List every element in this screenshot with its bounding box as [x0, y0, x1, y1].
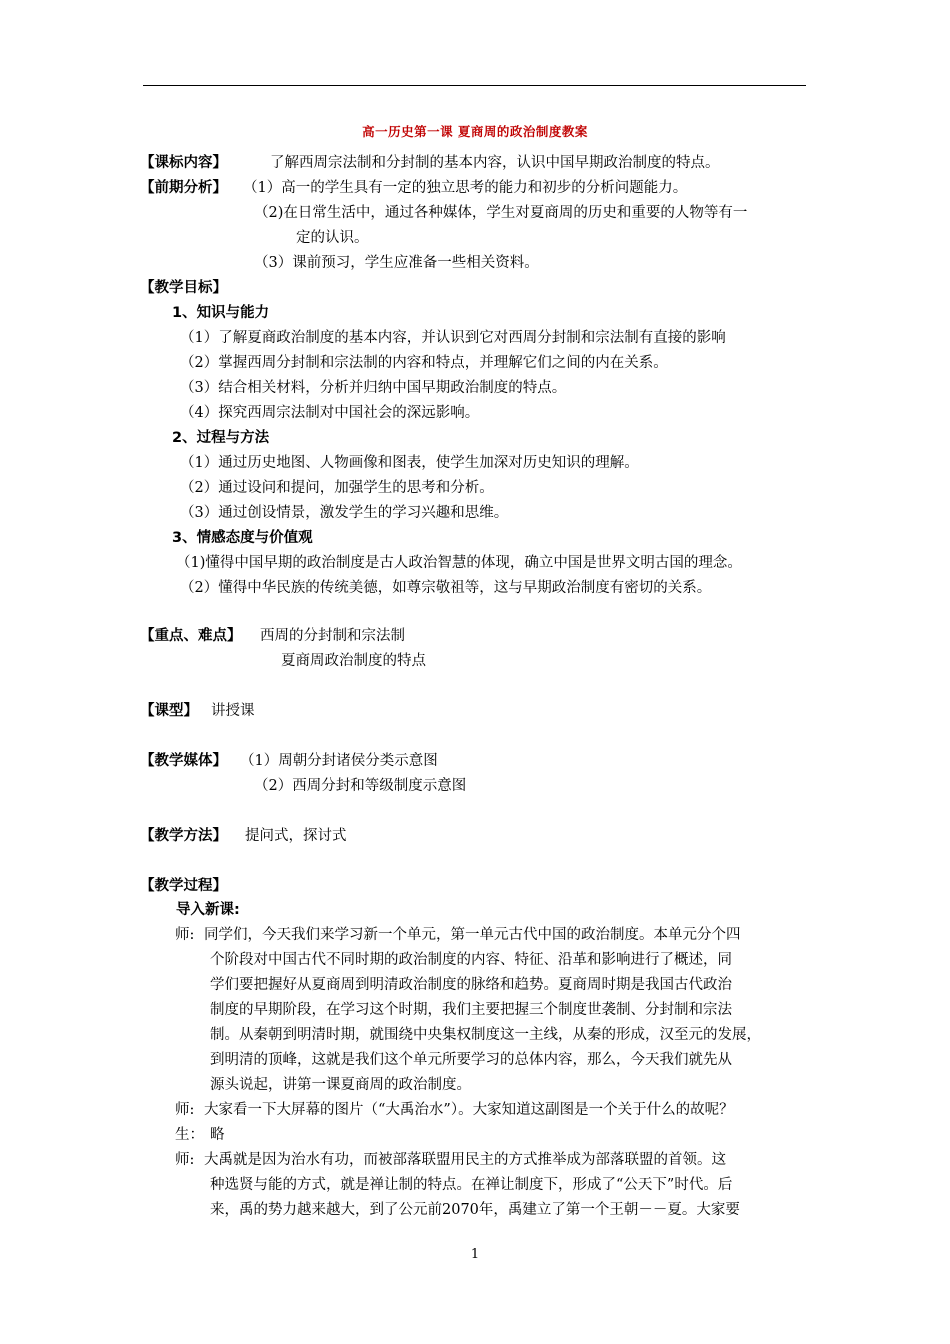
analysis-item: （2)在日常生活中，通过各种媒体，学生对夏商周的历史和重要的人物等有一 [254, 205, 748, 221]
page-number: 1 [470, 1247, 480, 1262]
dialogue-line: 大禹就是因为治水有功，而被部落联盟用民主的方式推举成为部落联盟的首领。这 [204, 1152, 726, 1168]
dialogue-line: 源头说起，讲第一课夏商周的政治制度。 [210, 1077, 471, 1093]
analysis-item: （3）课前预习，学生应准备一些相关资料。 [254, 255, 539, 271]
dialogue-line: 大家看一下大屏幕的图片（“大禹治水”）。大家知道这副图是一个关于什么的故呢？ [204, 1102, 734, 1118]
method-label: 【教学方法】 [140, 828, 227, 844]
standard-label: 【课标内容】 [140, 155, 227, 171]
dialogue-line: 种选贤与能的方式，就是禅让制的特点。在禅让制度下，形成了“公天下”时代。后 [210, 1177, 733, 1193]
dialogue-line: 来，禹的势力越来越大，到了公元前2070年，禹建立了第一个王朝－－夏。大家要 [210, 1202, 740, 1218]
media-item: （1）周朝分封诸侯分类示意图 [240, 753, 438, 769]
goals-heading: 2、过程与方法 [172, 430, 270, 446]
goals-label: 【教学目标】 [140, 280, 227, 296]
speaker-label: 生： [175, 1127, 204, 1143]
lesson-type-label: 【课型】 [140, 703, 198, 719]
goals-item: （4）探究西周宗法制对中国社会的深远影响。 [180, 405, 480, 421]
document-title: 高一历史第一课 夏商周的政治制度教案 [362, 124, 588, 139]
analysis-label: 【前期分析】 [140, 180, 227, 196]
header-rule [143, 85, 806, 86]
goals-item: （2）通过设问和提问，加强学生的思考和分析。 [180, 480, 494, 496]
method-text: 提问式，探讨式 [245, 828, 347, 844]
goals-item: （3）结合相关材料，分析并归纳中国早期政治制度的特点。 [180, 380, 567, 396]
goals-heading: 3、情感态度与价值观 [172, 530, 313, 546]
lesson-type-text: 讲授课 [211, 703, 255, 719]
analysis-item: （1）高一的学生具有一定的独立思考的能力和初步的分析问题能力。 [243, 180, 688, 196]
keypoints-item: 夏商周政治制度的特点 [281, 653, 426, 669]
keypoints-label: 【重点、难点】 [140, 628, 242, 644]
media-item: （2）西周分封和等级制度示意图 [254, 778, 467, 794]
goals-item: （2）懂得中华民族的传统美德，如尊宗敬祖等，这与早期政治制度有密切的关系。 [180, 580, 712, 596]
dialogue-line: 同学们，今天我们来学习新一个单元，第一单元古代中国的政治制度。本单元分个四 [204, 927, 741, 943]
goals-item: （1）通过历史地图、人物画像和图表，使学生加深对历史知识的理解。 [180, 455, 639, 471]
dialogue-line: 学们要把握好从夏商周到明清政治制度的脉络和趋势。夏商周时期是我国古代政治 [210, 977, 732, 993]
dialogue-line: 个阶段对中国古代不同时期的政治制度的内容、特征、沿革和影响进行了概述，同 [210, 952, 732, 968]
keypoints-item: 西周的分封制和宗法制 [260, 628, 405, 644]
intro-heading: 导入新课: [176, 902, 240, 918]
goals-item: （2）掌握西周分封制和宗法制的内容和特点，并理解它们之间的内在关系。 [180, 355, 668, 371]
dialogue-line: 到明清的顶峰，这就是我们这个单元所要学习的总体内容，那么，今天我们就先从 [210, 1052, 732, 1068]
dialogue-line: 制度的早期阶段，在学习这个时期，我们主要把握三个制度世袭制、分封制和宗法 [210, 1002, 732, 1018]
goals-item: （1）了解夏商政治制度的基本内容，并认识到它对西周分封制和宗法制有直接的影响 [180, 330, 726, 346]
goals-item: （3）通过创设情景，激发学生的学习兴趣和思维。 [180, 505, 509, 521]
analysis-item: 定的认识。 [296, 230, 369, 246]
dialogue-line: 略 [210, 1127, 225, 1143]
process-label: 【教学过程】 [140, 878, 227, 894]
media-label: 【教学媒体】 [140, 753, 227, 769]
speaker-label: 师: [175, 927, 195, 943]
speaker-label: 师: [175, 1102, 195, 1118]
goals-item: （1)懂得中国早期的政治制度是古人政治智慧的体现，确立中国是世界文明古国的理念。 [176, 555, 742, 571]
dialogue-line: 制。从秦朝到明清时期，就围绕中央集权制度这一主线，从秦的形成，汉至元的发展， [210, 1027, 761, 1043]
speaker-label: 师: [175, 1152, 195, 1168]
standard-text: 了解西周宗法制和分封制的基本内容，认识中国早期政治制度的特点。 [270, 155, 720, 171]
goals-heading: 1、知识与能力 [172, 305, 270, 321]
